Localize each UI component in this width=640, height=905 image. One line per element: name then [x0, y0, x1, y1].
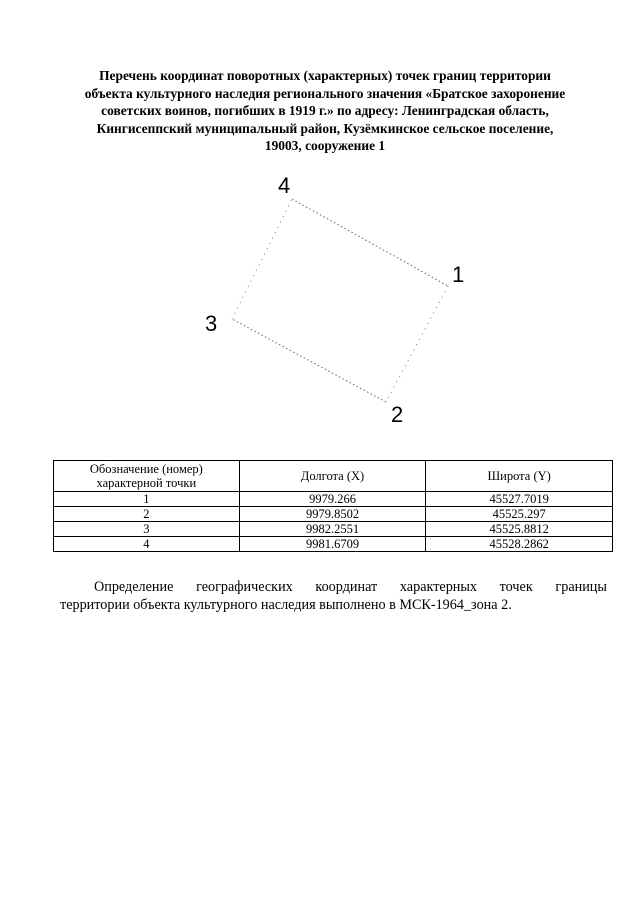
cell-latitude: 45528.2862 [426, 537, 613, 552]
cell-point-number: 1 [54, 492, 240, 507]
table-row [54, 492, 613, 507]
boundary-edge-3-4 [232, 199, 292, 319]
title-line: объекта культурного наследия регионального значения «Братское захоронение [84, 85, 566, 101]
cell-longitude: 9981.6709 [239, 537, 426, 552]
table-row [54, 507, 613, 522]
note-word: точек [499, 579, 533, 595]
cell-latitude: 45525.297 [426, 507, 613, 522]
cell-latitude: 45525.8812 [426, 522, 613, 537]
cell-longitude: 9982.2551 [239, 522, 426, 537]
note-word: характерных [399, 579, 478, 595]
note-line-1 [60, 578, 607, 596]
point-label-4: 4 [278, 173, 291, 198]
cell-point-number: 2 [54, 507, 240, 522]
table-row [54, 522, 613, 537]
note-word: границы [555, 579, 607, 595]
header-point-number: Обозначение (номер) характерной точки [54, 461, 240, 492]
point-label-1: 1 [452, 262, 465, 287]
note-word: Определение [94, 579, 174, 595]
note-word: географических [196, 579, 293, 595]
boundary-edge-4-1 [292, 199, 448, 286]
point-label-2: 2 [391, 402, 404, 427]
coordinates-table [53, 460, 613, 552]
table-row [54, 537, 613, 552]
title-line: Перечень координат поворотных (характерных) точек границ территории [99, 68, 551, 83]
cell-longitude: 9979.8502 [239, 507, 426, 522]
table-header-row [54, 461, 613, 492]
title-line: советских воинов, погибших в 1919 г.» по адресу: Ленинградская область, [101, 103, 549, 118]
header-longitude: Долгота (X) [239, 461, 426, 492]
header-latitude: Широта (Y) [426, 461, 613, 492]
point-label-3: 3 [205, 311, 218, 336]
note-line-2: территории объекта культурного наследия выполнено в МСК-1964_зона 2. [60, 597, 512, 613]
title-line: Кингисеппский муниципальный район, Кузёмкинское сельское поселение, [96, 120, 554, 136]
coordinate-system-note [60, 578, 607, 614]
cell-longitude: 9979.266 [239, 492, 426, 507]
cell-point-number: 3 [54, 522, 240, 537]
boundary-edge-2-3 [232, 319, 386, 402]
cell-latitude: 45527.7019 [426, 492, 613, 507]
title-line: 19003, сооружение 1 [264, 138, 386, 153]
boundary-edge-1-2 [386, 286, 448, 402]
note-word: координат [315, 579, 378, 595]
cell-point-number: 4 [54, 537, 240, 552]
